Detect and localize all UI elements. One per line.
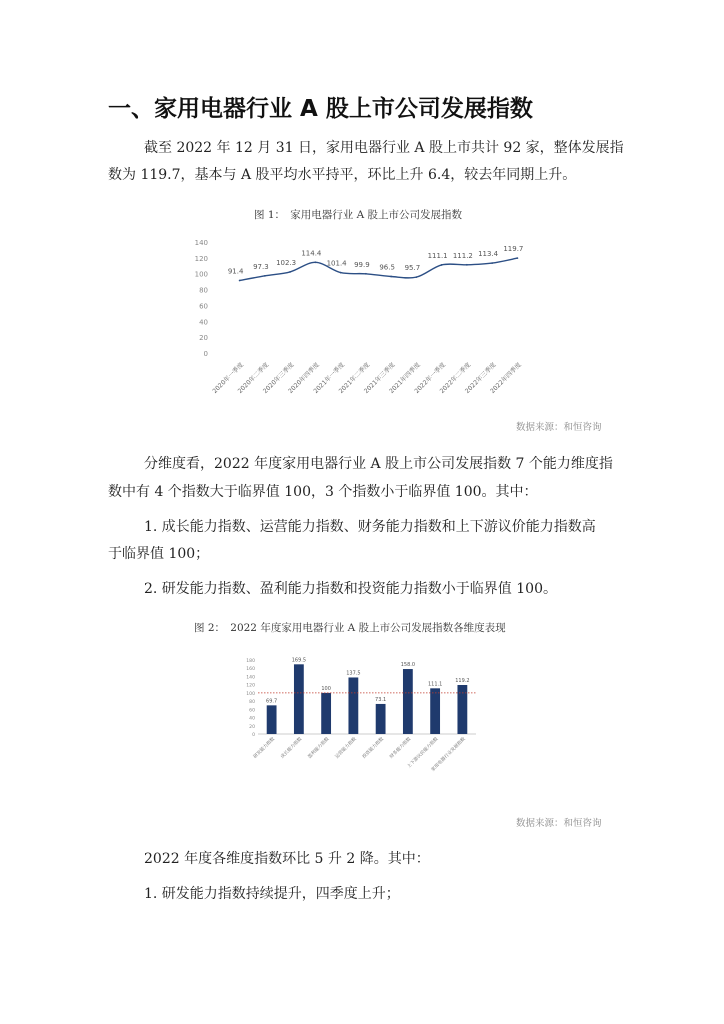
paragraph-1-line-2: 数为 119.7，基本与 A 股平均水平持平，环比上升 6.4，较去年同期上升。 bbox=[108, 167, 577, 183]
paragraph-3: 2022 年度各维度指数环比 5 升 2 降。其中： bbox=[144, 851, 430, 867]
y-tick-label: 160 bbox=[246, 667, 255, 673]
x-tick-label: 2022年一季度 bbox=[413, 361, 448, 396]
x-tick-label: 财务能力指数 bbox=[389, 736, 413, 760]
paragraph-2-line-1: 分维度看，2022 年度家用电器行业 A 股上市公司发展指数 7 个能力维度指 bbox=[144, 456, 613, 472]
bar-value-label: 137.5 bbox=[346, 670, 361, 677]
data-point bbox=[340, 272, 342, 274]
bar bbox=[267, 705, 277, 734]
x-tick-label: 2020年三季度 bbox=[261, 361, 296, 396]
data-point bbox=[516, 257, 518, 259]
data-label: 99.9 bbox=[354, 260, 370, 269]
paragraph-1-line-1: 截至 2022 年 12 月 31 日，家用电器行业 A 股上市共计 92 家，整体发展指 bbox=[144, 140, 624, 156]
bar bbox=[294, 664, 304, 734]
data-label: 111.1 bbox=[427, 251, 448, 260]
x-tick-label: 投资能力指数 bbox=[362, 736, 386, 760]
x-tick-label: 成长能力指数 bbox=[280, 736, 304, 760]
bar-value-label: 73.1 bbox=[375, 696, 387, 703]
x-tick-label: 2022年四季度 bbox=[489, 361, 523, 396]
y-tick-label: 40 bbox=[249, 716, 255, 722]
y-tick-label: 20 bbox=[199, 334, 208, 343]
data-point bbox=[466, 264, 468, 266]
bar bbox=[403, 669, 413, 734]
bar-value-label: 119.2 bbox=[455, 677, 470, 684]
x-tick-label: 上下游议价能力指数 bbox=[406, 736, 440, 770]
y-tick-label: 0 bbox=[252, 733, 255, 738]
bar-value-label: 111.1 bbox=[427, 681, 443, 688]
y-tick-label: 60 bbox=[199, 302, 208, 311]
data-label: 111.2 bbox=[452, 251, 473, 260]
y-tick-label: 80 bbox=[199, 286, 208, 295]
data-point bbox=[264, 275, 266, 277]
bar-value-label: 169.5 bbox=[291, 657, 307, 664]
data-point bbox=[239, 280, 241, 282]
data-label: 102.3 bbox=[276, 258, 297, 267]
list-item-2: 2. 研发能力指数、盈利能力指数和投资能力指数小于临界值 100。 bbox=[144, 581, 557, 597]
data-label: 91.4 bbox=[227, 267, 244, 276]
figure-1-source: 数据来源：和恒咨询 bbox=[516, 422, 602, 433]
y-tick-label: 120 bbox=[246, 683, 255, 689]
bar bbox=[430, 688, 440, 734]
data-point bbox=[390, 276, 392, 278]
data-label: 119.7 bbox=[503, 245, 524, 254]
x-tick-label: 2021年二季度 bbox=[337, 361, 372, 396]
x-tick-label: 2021年四季度 bbox=[388, 361, 422, 396]
paragraph-2-line-2: 数中有 4 个指数大于临界值 100，3 个指数小于临界值 100。其中： bbox=[108, 484, 538, 500]
figure-2-source: 数据来源：和恒咨询 bbox=[516, 818, 602, 829]
x-tick-label: 2022年二季度 bbox=[438, 361, 473, 396]
bar bbox=[321, 693, 331, 734]
y-tick-label: 140 bbox=[246, 675, 255, 681]
bar-value-label: 158.0 bbox=[400, 662, 416, 669]
y-tick-label: 20 bbox=[249, 724, 255, 730]
data-label: 113.4 bbox=[478, 250, 499, 259]
data-label: 96.5 bbox=[379, 263, 395, 272]
y-tick-label: 100 bbox=[246, 691, 255, 697]
bar bbox=[457, 685, 467, 734]
figure-1-caption: 图 1： 家用电器行业 A 股上市公司发展指数 bbox=[254, 209, 463, 221]
data-label: 101.4 bbox=[326, 259, 347, 268]
x-tick-label: 盈利能力指数 bbox=[307, 736, 331, 760]
x-tick-label: 2020年一季度 bbox=[211, 361, 246, 396]
figure-2-caption: 图 2： 2022 年度家用电器行业 A 股上市公司发展指数各维度表现 bbox=[194, 622, 506, 634]
y-tick-label: 80 bbox=[249, 700, 255, 706]
data-label: 97.3 bbox=[253, 262, 269, 271]
bar-value-label: 69.7 bbox=[266, 698, 278, 705]
bar-value-label: 100 bbox=[321, 685, 331, 692]
bar bbox=[376, 704, 386, 734]
data-label: 114.4 bbox=[301, 249, 322, 258]
y-tick-label: 140 bbox=[194, 239, 208, 247]
data-point bbox=[365, 273, 367, 275]
y-tick-label: 100 bbox=[194, 270, 208, 279]
data-label: 95.7 bbox=[404, 264, 421, 273]
data-point bbox=[491, 262, 493, 264]
y-tick-label: 60 bbox=[249, 708, 255, 714]
development-index-line-chart bbox=[185, 232, 545, 410]
list-item-1-line-2: 于临界值 100； bbox=[108, 546, 210, 562]
x-tick-label: 2020年二季度 bbox=[236, 361, 271, 396]
y-tick-label: 120 bbox=[194, 254, 208, 263]
bar bbox=[348, 677, 358, 734]
list-item-1-line-1: 1. 成长能力指数、运营能力指数、财务能力指数和上下游议价能力指数高 bbox=[144, 519, 596, 535]
x-tick-label: 2021年三季度 bbox=[362, 361, 397, 396]
x-tick-label: 2022年三季度 bbox=[463, 361, 498, 396]
dimension-index-bar-chart bbox=[236, 650, 486, 798]
y-tick-label: 180 bbox=[246, 659, 255, 664]
x-tick-label: 2020年四季度 bbox=[287, 361, 321, 396]
data-point bbox=[441, 264, 443, 266]
data-point bbox=[289, 271, 291, 273]
section-heading: 一、家用电器行业 A 股上市公司发展指数 bbox=[108, 96, 533, 122]
y-tick-label: 40 bbox=[199, 318, 208, 327]
x-tick-label: 2021年一季度 bbox=[312, 361, 347, 396]
data-point bbox=[415, 276, 417, 278]
x-tick-label: 家用电器行业发展指数 bbox=[430, 736, 467, 773]
list-2-item-1: 1. 研发能力指数持续提升，四季度上升； bbox=[144, 886, 400, 902]
y-tick-label: 0 bbox=[203, 350, 208, 358]
x-tick-label: 运营能力指数 bbox=[334, 736, 358, 760]
x-tick-label: 研发能力指数 bbox=[253, 736, 277, 760]
data-point bbox=[314, 261, 316, 263]
